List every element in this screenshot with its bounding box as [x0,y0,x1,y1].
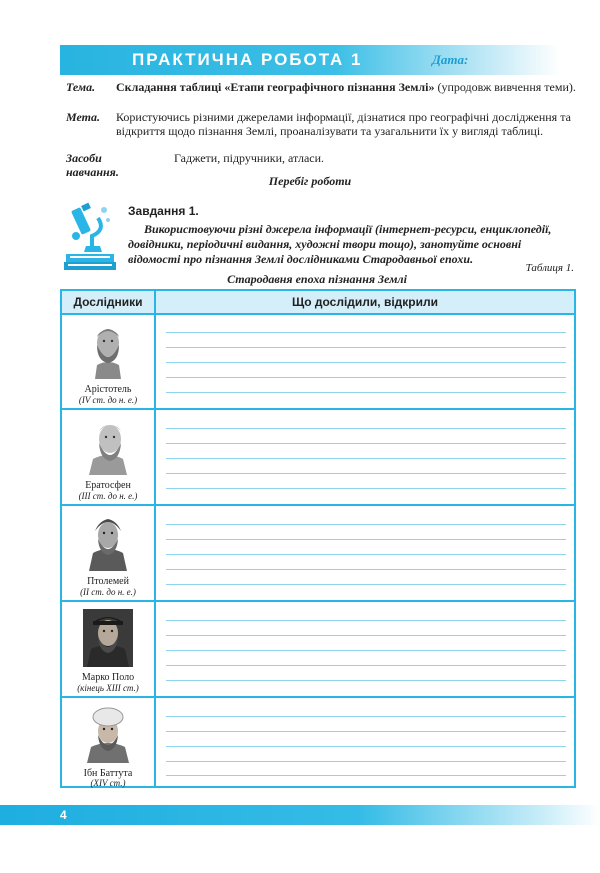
goal-text: Користуючись різними джерелами інформації, дізнатися про географічні дослідження та відкриття щодо пізнання Землі, проаналізувати та узагальнити їх у вигляді таблиці. [116,110,571,138]
progress-title: Перебіг роботи [268,174,352,188]
page-title: ПРАКТИЧНА РОБОТА 1 [132,50,363,69]
row-separator [62,600,574,602]
researcher-date: (III ст. до н. е.) [78,491,138,501]
writing-line [166,392,566,393]
writing-line [166,620,566,621]
writing-line [166,473,566,474]
column-divider [154,313,156,786]
task-title: Завдання 1. [128,204,199,218]
topic-text-rest: (упродовж вивчення теми). [434,80,576,94]
writing-line [166,554,566,555]
aristotle-portrait-icon [83,321,133,379]
researcher-name: Арістотель [84,384,132,395]
means-label: Засоби навчання. [66,151,119,179]
column-header-findings: Що дослідили, відкрили [291,295,438,309]
topic-text-bold: Складання таблиці «Етапи географічного пізнання Землі» [116,80,435,94]
writing-line [166,680,566,681]
task-text: Використовуючи різні джерела інформації (інтернет-ресурси, енциклопедії, довідники, періодичні видання, художні твори тощо), занотуйте основні відомості про пізнання Землі дослідниками Стародавньої епохи. [128,222,552,266]
writing-line [166,347,566,348]
writing-line [166,539,566,540]
researcher-name: Птолемей [87,576,129,587]
topic-label: Тема. [66,80,96,94]
writing-line [166,458,566,459]
column-header-researchers: Дослідники [62,291,156,313]
writing-line [166,428,566,429]
writing-line [166,775,566,776]
date-label: Дата: [432,52,469,67]
marco-polo-portrait-icon [83,609,133,667]
table-number: Таблиця 1. [525,262,574,274]
means-text: Гаджети, підручники, атласи. [174,151,325,165]
row-separator [62,696,574,698]
writing-line [166,584,566,585]
researcher-date: (II ст. до н. е.) [80,587,136,597]
writing-line [166,650,566,651]
writing-line [166,488,566,489]
researcher-date: (XIV ст.) [90,778,126,788]
eratosthenes-portrait-icon [83,417,133,475]
writing-line [166,362,566,363]
explorers-table [60,289,576,788]
researcher-name: Ібн Баттута [83,768,133,779]
writing-line [166,569,566,570]
researcher-date: (кінець XIII ст.) [77,683,139,693]
writing-line [166,524,566,525]
header-bar [60,45,560,75]
writing-line [166,716,566,717]
researcher-name: Ератосфен [85,480,131,491]
table-caption: Стародавня епоха пізнання Землі [227,272,407,286]
footer-bar [0,805,600,825]
writing-line [166,761,566,762]
researcher-name: Марко Поло [81,672,135,683]
ptolemy-portrait-icon [83,513,133,571]
writing-line [166,746,566,747]
writing-line [166,377,566,378]
microscope-books-icon [62,200,118,272]
table-header [62,291,574,315]
researcher-date: (IV ст. до н. е.) [78,395,138,405]
topic-text [116,80,590,94]
writing-line [166,443,566,444]
ibn-battuta-portrait-icon [83,705,133,763]
writing-line [166,665,566,666]
writing-line [166,731,566,732]
row-separator [62,504,574,506]
writing-line [166,332,566,333]
goal-label: Мета. [66,110,101,124]
page-number: 4 [60,808,67,822]
writing-line [166,635,566,636]
row-separator [62,408,574,410]
